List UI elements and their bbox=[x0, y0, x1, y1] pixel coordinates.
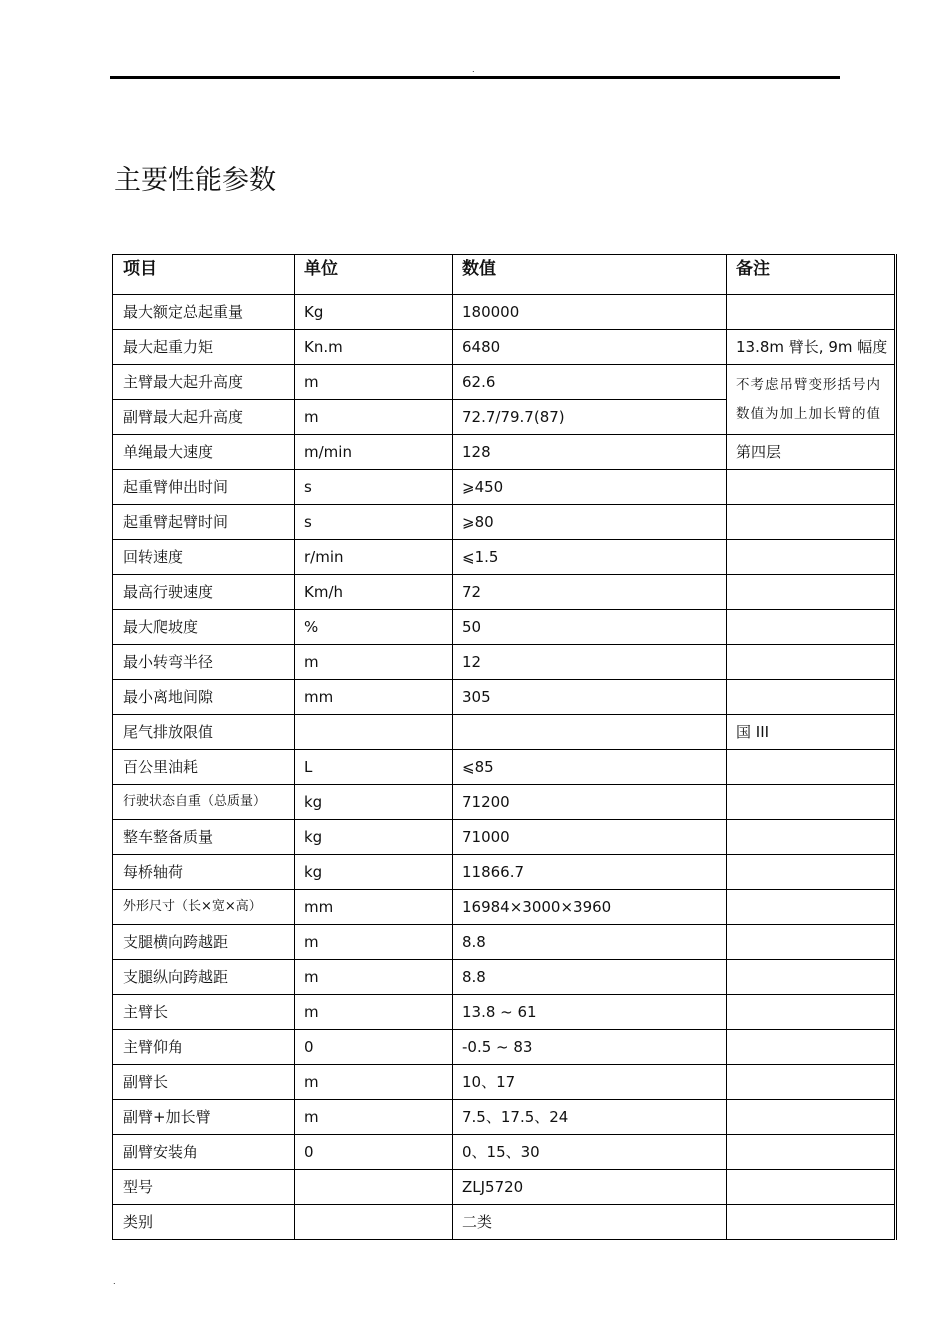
row-remark bbox=[727, 1030, 896, 1065]
table-row bbox=[113, 960, 896, 995]
page-title: 主要性能参数 bbox=[114, 165, 276, 196]
row-value: -0.5 ~ 83 bbox=[453, 1030, 727, 1065]
row-unit: kg bbox=[295, 785, 453, 820]
row-remark bbox=[727, 890, 896, 925]
row-value: 62.6 bbox=[453, 365, 727, 400]
row-remark bbox=[727, 1065, 896, 1100]
row-value: ⩾450 bbox=[453, 470, 727, 505]
row-value: 16984×3000×3960 bbox=[453, 890, 727, 925]
row-remark bbox=[727, 1205, 896, 1240]
table-row bbox=[113, 505, 896, 540]
row-remark bbox=[727, 680, 896, 715]
table-row bbox=[113, 1030, 896, 1065]
row-item: 百公里油耗 bbox=[113, 750, 295, 785]
table-row bbox=[113, 785, 896, 820]
row-unit: Kn.m bbox=[295, 330, 453, 365]
row-unit bbox=[295, 1170, 453, 1205]
row-unit bbox=[295, 1205, 453, 1240]
row-value: 8.8 bbox=[453, 960, 727, 995]
table-row bbox=[113, 540, 896, 575]
row-value bbox=[453, 715, 727, 750]
table-row bbox=[113, 1065, 896, 1100]
row-item: 最高行驶速度 bbox=[113, 575, 295, 610]
row-remark bbox=[727, 855, 896, 890]
row-value: ⩾80 bbox=[453, 505, 727, 540]
row-remark bbox=[727, 1170, 896, 1205]
header-rule bbox=[110, 76, 840, 79]
row-value: 72.7/79.7(87) bbox=[453, 400, 727, 435]
row-item: 最小离地间隙 bbox=[113, 680, 295, 715]
row-item: 副臂安装角 bbox=[113, 1135, 295, 1170]
row-value: 11866.7 bbox=[453, 855, 727, 890]
table-row bbox=[113, 1205, 896, 1240]
table-row bbox=[113, 855, 896, 890]
row-remark: 13.8m 臂长, 9m 幅度 bbox=[727, 330, 896, 365]
row-item: 最小转弯半径 bbox=[113, 645, 295, 680]
row-remark bbox=[727, 295, 896, 330]
row-item: 起重臂起臂时间 bbox=[113, 505, 295, 540]
table-row bbox=[113, 575, 896, 610]
row-unit: m bbox=[295, 1100, 453, 1135]
row-unit: m/min bbox=[295, 435, 453, 470]
row-unit bbox=[295, 715, 453, 750]
row-item: 主臂最大起升高度 bbox=[113, 365, 295, 400]
row-item: 最大爬坡度 bbox=[113, 610, 295, 645]
table-row bbox=[113, 1100, 896, 1135]
row-remark bbox=[727, 820, 896, 855]
table-row bbox=[113, 330, 896, 365]
header-unit: 单位 bbox=[295, 255, 453, 295]
row-item: 行驶状态自重（总质量） bbox=[113, 785, 295, 820]
row-unit: kg bbox=[295, 855, 453, 890]
row-unit: 0 bbox=[295, 1030, 453, 1065]
row-item: 整车整备质量 bbox=[113, 820, 295, 855]
row-value: ⩽85 bbox=[453, 750, 727, 785]
row-unit: mm bbox=[295, 680, 453, 715]
row-value: 305 bbox=[453, 680, 727, 715]
row-unit: r/min bbox=[295, 540, 453, 575]
row-unit: m bbox=[295, 995, 453, 1030]
row-unit: s bbox=[295, 470, 453, 505]
row-unit: kg bbox=[295, 820, 453, 855]
table-row bbox=[113, 1135, 896, 1170]
row-value: 0、15、30 bbox=[453, 1135, 727, 1170]
row-value: 128 bbox=[453, 435, 727, 470]
table-row bbox=[113, 995, 896, 1030]
row-item: 副臂最大起升高度 bbox=[113, 400, 295, 435]
parameters-table bbox=[112, 254, 897, 1240]
row-unit: L bbox=[295, 750, 453, 785]
row-unit: m bbox=[295, 925, 453, 960]
table-row bbox=[113, 715, 896, 750]
row-value: 180000 bbox=[453, 295, 727, 330]
row-remark bbox=[727, 470, 896, 505]
table-row bbox=[113, 610, 896, 645]
row-item: 最大额定总起重量 bbox=[113, 295, 295, 330]
row-remark bbox=[727, 645, 896, 680]
row-item: 副臂长 bbox=[113, 1065, 295, 1100]
row-value: 71000 bbox=[453, 820, 727, 855]
table-row bbox=[113, 820, 896, 855]
table-row bbox=[113, 750, 896, 785]
row-unit: s bbox=[295, 505, 453, 540]
header-value: 数值 bbox=[453, 255, 727, 295]
row-value: 71200 bbox=[453, 785, 727, 820]
row-remark: 不考虑吊臂变形括号内数值为加上加长臂的值 bbox=[727, 365, 896, 435]
footer-mark: . bbox=[113, 1277, 116, 1286]
row-unit: m bbox=[295, 960, 453, 995]
row-remark bbox=[727, 505, 896, 540]
table-header-row bbox=[113, 255, 896, 295]
row-remark bbox=[727, 540, 896, 575]
table-row bbox=[113, 925, 896, 960]
row-remark bbox=[727, 785, 896, 820]
row-item: 每桥轴荷 bbox=[113, 855, 295, 890]
table-row bbox=[113, 470, 896, 505]
row-unit: Km/h bbox=[295, 575, 453, 610]
table-row bbox=[113, 435, 896, 470]
row-item: 类别 bbox=[113, 1205, 295, 1240]
row-unit: Kg bbox=[295, 295, 453, 330]
row-unit: m bbox=[295, 645, 453, 680]
row-item: 起重臂伸出时间 bbox=[113, 470, 295, 505]
row-value: 50 bbox=[453, 610, 727, 645]
row-item: 回转速度 bbox=[113, 540, 295, 575]
row-value: 7.5、17.5、24 bbox=[453, 1100, 727, 1135]
header-remark: 备注 bbox=[727, 255, 896, 295]
table-row bbox=[113, 365, 896, 400]
row-item: 单绳最大速度 bbox=[113, 435, 295, 470]
row-item: 支腿纵向跨越距 bbox=[113, 960, 295, 995]
table-row bbox=[113, 645, 896, 680]
row-unit: 0 bbox=[295, 1135, 453, 1170]
row-unit: m bbox=[295, 400, 453, 435]
row-value: 10、17 bbox=[453, 1065, 727, 1100]
row-unit: mm bbox=[295, 890, 453, 925]
row-remark bbox=[727, 1135, 896, 1170]
row-remark bbox=[727, 1100, 896, 1135]
table-row bbox=[113, 680, 896, 715]
table-row bbox=[113, 295, 896, 330]
row-item: 尾气排放限值 bbox=[113, 715, 295, 750]
row-remark bbox=[727, 750, 896, 785]
row-item: 最大起重力矩 bbox=[113, 330, 295, 365]
row-value: 二类 bbox=[453, 1205, 727, 1240]
row-item: 外形尺寸（长×宽×高） bbox=[113, 890, 295, 925]
table-row bbox=[113, 1170, 896, 1205]
row-value: 6480 bbox=[453, 330, 727, 365]
row-value: 13.8 ~ 61 bbox=[453, 995, 727, 1030]
row-remark bbox=[727, 995, 896, 1030]
row-remark bbox=[727, 925, 896, 960]
row-remark bbox=[727, 610, 896, 645]
row-item: 主臂长 bbox=[113, 995, 295, 1030]
table-row bbox=[113, 890, 896, 925]
row-remark bbox=[727, 575, 896, 610]
header-item: 项目 bbox=[113, 255, 295, 295]
row-value: 8.8 bbox=[453, 925, 727, 960]
row-remark: 第四层 bbox=[727, 435, 896, 470]
row-unit: m bbox=[295, 1065, 453, 1100]
row-value: 72 bbox=[453, 575, 727, 610]
row-unit: % bbox=[295, 610, 453, 645]
row-item: 副臂+加长臂 bbox=[113, 1100, 295, 1135]
row-unit: m bbox=[295, 365, 453, 400]
row-value: 12 bbox=[453, 645, 727, 680]
row-item: 主臂仰角 bbox=[113, 1030, 295, 1065]
row-remark: 国 III bbox=[727, 715, 896, 750]
header-mark: . bbox=[472, 65, 475, 74]
row-remark bbox=[727, 960, 896, 995]
row-item: 支腿横向跨越距 bbox=[113, 925, 295, 960]
row-value: ZLJ5720 bbox=[453, 1170, 727, 1205]
row-value: ⩽1.5 bbox=[453, 540, 727, 575]
row-item: 型号 bbox=[113, 1170, 295, 1205]
